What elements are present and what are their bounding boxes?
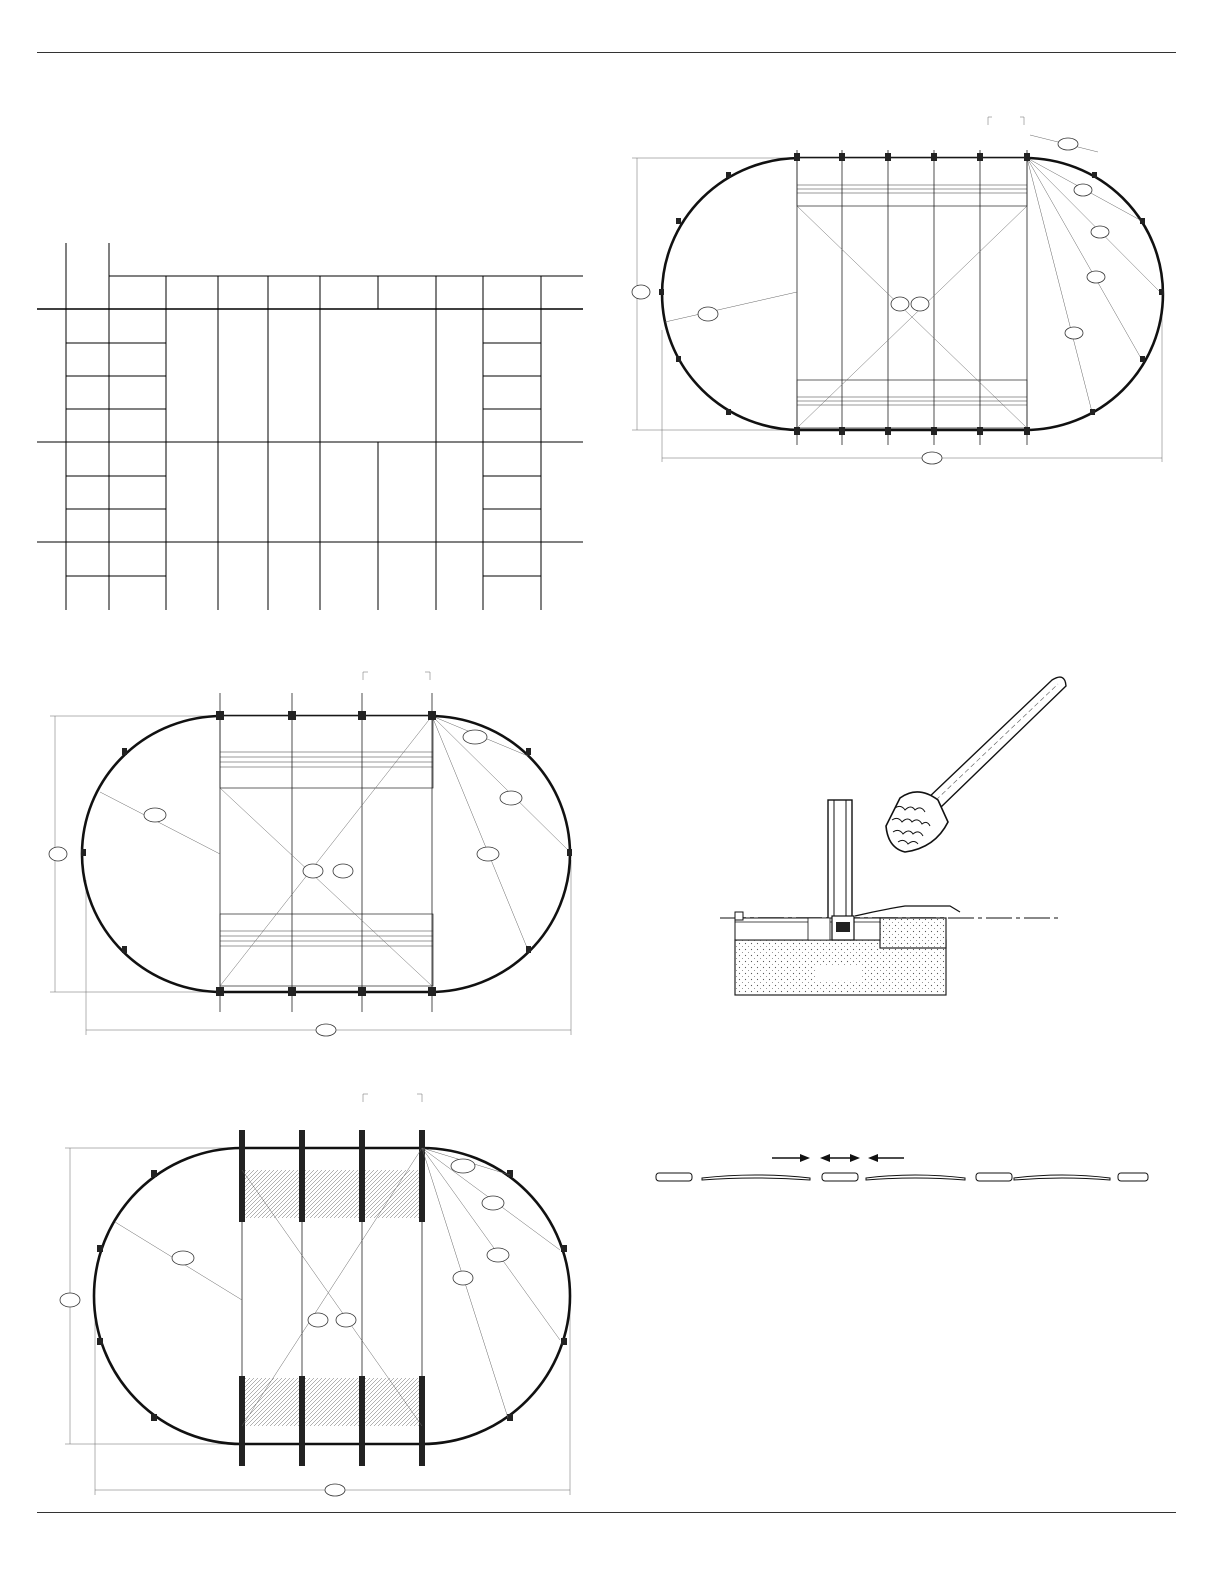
- shovel-icon: [886, 677, 1066, 852]
- pool-plan-medium: [49, 672, 572, 1036]
- right-arrow-icon: [772, 1154, 810, 1162]
- dim-bubble-length: [922, 452, 942, 464]
- sizing-table: [37, 243, 583, 610]
- pool-plan-posts: [60, 1094, 570, 1496]
- dim-bubble-height: [632, 285, 650, 299]
- pool-plan-large: [632, 117, 1164, 464]
- double-arrow-icon: [820, 1154, 860, 1162]
- wall-assembly-strip: [656, 1154, 1148, 1181]
- left-arrow-icon: [868, 1154, 904, 1162]
- backfill-section: [720, 677, 1066, 995]
